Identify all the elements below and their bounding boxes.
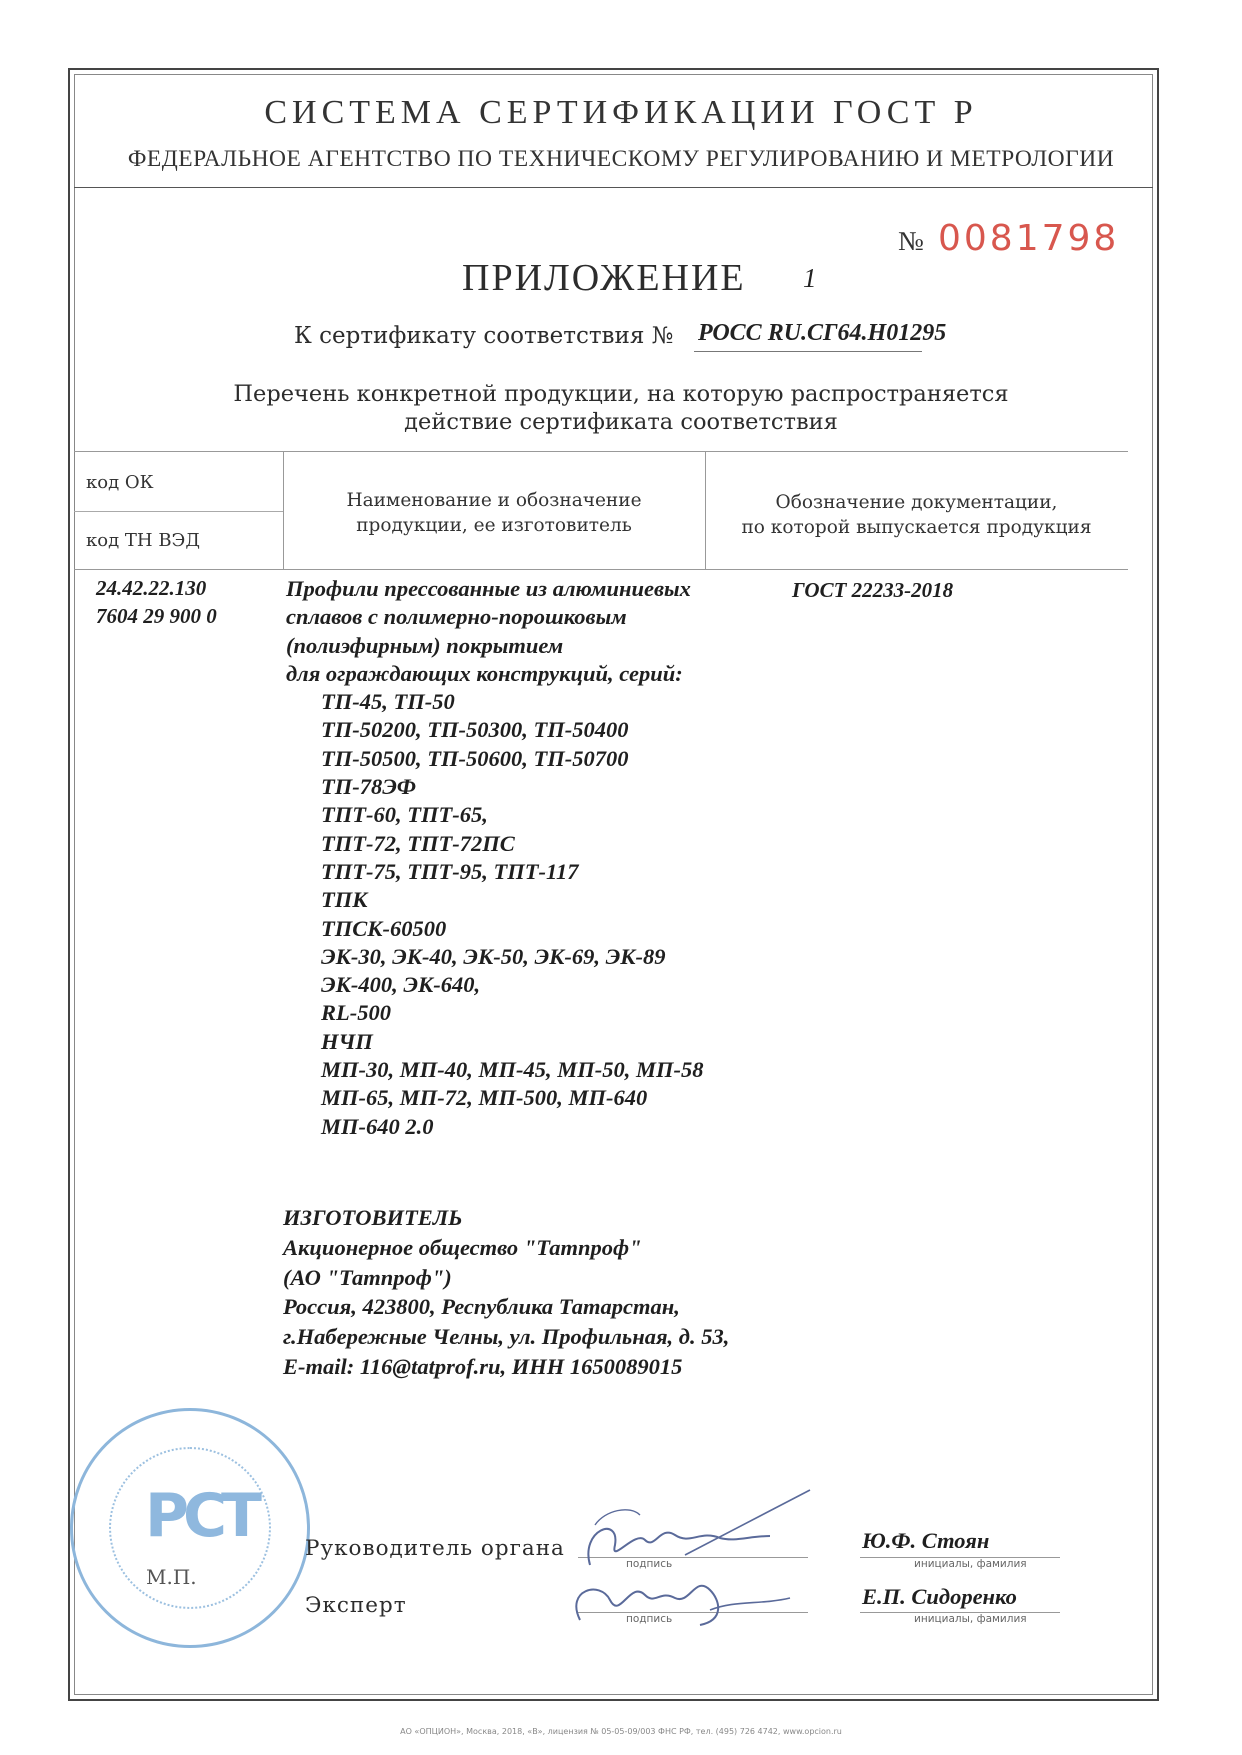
handwritten-signatures: [560, 1470, 820, 1630]
head-name: Ю.Ф. Стоян: [862, 1528, 990, 1553]
manufacturer-line: Россия, 423800, Республика Татарстан,: [283, 1294, 680, 1320]
manufacturer-line: г.Набережные Челны, ул. Профильная, д. 53,: [283, 1324, 730, 1350]
manufacturer-line: (АО "Татпроф"): [283, 1264, 452, 1290]
description-line: для ограждающих конструкций, серий:: [286, 660, 683, 686]
series-line: ТП-78ЭФ: [321, 774, 417, 800]
table-code-divider: [74, 511, 283, 512]
certificate-underline: [694, 351, 922, 352]
series-line: ЭК-400, ЭК-640,: [321, 972, 481, 998]
header-docs-line2: по которой выпускается продукция: [741, 517, 1092, 538]
annex-title: ПРИЛОЖЕНИЕ: [462, 257, 746, 299]
product-description: [286, 575, 704, 1141]
certificate-number: РОСС RU.СГ64.Н01295: [698, 320, 947, 346]
role-expert: Эксперт: [305, 1593, 407, 1618]
role-head: Руководитель органа: [305, 1536, 565, 1561]
row-document: ГОСТ 22233-2018: [792, 578, 954, 602]
print-footer: АО «ОПЦИОН», Москва, 2018, «В», лицензия № 05-05-09/003 ФНС РФ, тел. (495) 726 4742, www.opcion.ru: [400, 1727, 842, 1736]
initials-caption: инициалы, фамилия: [914, 1613, 1027, 1625]
series-line: МП-640 2.0: [321, 1113, 434, 1139]
header-docs-column: [705, 490, 1128, 540]
row-codes: [96, 574, 217, 630]
description-line: Профили прессованные из алюминиевых: [286, 576, 691, 601]
table-top-border: [74, 451, 1128, 452]
manufacturer-line: Акционерное общество "Татпроф": [283, 1234, 642, 1260]
series-line: ТП-50500, ТП-50600, ТП-50700: [321, 745, 629, 771]
header-product-column: [283, 488, 705, 538]
description-line: сплавов с полимерно-порошковым: [286, 604, 627, 630]
description-line: (полиэфирным) покрытием: [286, 632, 564, 658]
series-line: ТПСК-60500: [321, 915, 447, 941]
series-line: МП-30, МП-40, МП-45, МП-50, МП-58: [321, 1057, 704, 1083]
annex-number: 1: [803, 263, 817, 293]
manufacturer-line: E-mail: 116@tatprof.ru, ИНН 1650089015: [283, 1353, 683, 1379]
series-line: ТП-50200, ТП-50300, ТП-50400: [321, 717, 629, 743]
agency-title: ФЕДЕРАЛЬНОЕ АГЕНТСТВО ПО ТЕХНИЧЕСКОМУ РЕГУЛИРОВАНИЮ И МЕТРОЛОГИИ: [127, 146, 1115, 172]
header-product-line2: продукции, ее изготовитель: [356, 515, 632, 536]
manufacturer-block: [283, 1203, 729, 1382]
series-line: ТП-45, ТП-50: [321, 689, 455, 715]
list-title-line2: действие сертификата соответствия: [404, 409, 838, 435]
series-line: ТПТ-60, ТПТ-65,: [321, 802, 488, 828]
header-divider: [74, 187, 1153, 188]
series-line: НЧП: [321, 1028, 373, 1054]
signature-caption: подпись: [626, 1558, 673, 1570]
signature-caption: подпись: [626, 1613, 673, 1625]
manufacturer-heading: ИЗГОТОВИТЕЛЬ: [283, 1205, 463, 1230]
row-code-tn: 7604 29 900 0: [96, 604, 217, 628]
series-line: ТПТ-75, ТПТ-95, ТПТ-117: [321, 858, 579, 884]
header-docs-line1: Обозначение документации,: [775, 492, 1058, 513]
blank-number-prefix: №: [898, 226, 924, 256]
blank-number: 0081798: [938, 218, 1120, 259]
official-seal: [70, 1408, 310, 1648]
certificate-label: К сертификату соответствия №: [294, 323, 674, 349]
table-header-bottom-border: [74, 569, 1128, 570]
header-code-tn: код ТН ВЭД: [86, 530, 200, 551]
expert-name: Е.П. Сидоренко: [862, 1584, 1017, 1609]
series-line: RL-500: [321, 1000, 391, 1026]
series-line: ЭК-30, ЭК-40, ЭК-50, ЭК-69, ЭК-89: [321, 943, 666, 969]
row-code-ok: 24.42.22.130: [96, 576, 207, 600]
series-line: ТПК: [321, 887, 368, 913]
list-title-line1: Перечень конкретной продукции, на которую распространяется: [233, 381, 1009, 407]
seal-logo: РСТ: [145, 1481, 256, 1551]
series-line: ТПТ-72, ТПТ-72ПС: [321, 830, 515, 856]
system-title: СИСТЕМА СЕРТИФИКАЦИИ ГОСТ Р: [264, 94, 978, 131]
seal-mark: М.П.: [146, 1565, 197, 1589]
series-line: МП-65, МП-72, МП-500, МП-640: [321, 1085, 648, 1111]
initials-caption: инициалы, фамилия: [914, 1558, 1027, 1570]
header-code-ok: код ОК: [86, 472, 154, 493]
header-product-line1: Наименование и обозначение: [346, 490, 642, 511]
